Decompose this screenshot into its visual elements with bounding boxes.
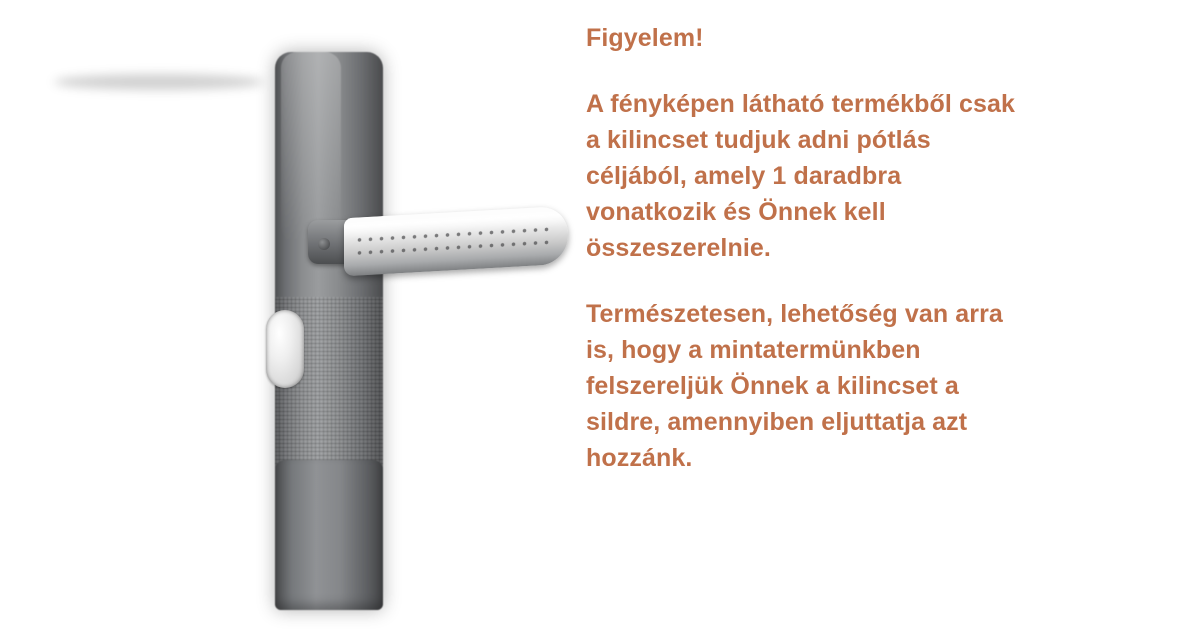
notice-paragraph-2: Természetesen, lehetőség van arra is, hogy a mintatermünkben felszereljük Önnek a kilincset a sildre, amennyiben eljuttatja azt hozzánk. [586,299,1003,472]
handle-shadow [54,74,264,90]
cylinder-opening-icon [266,310,304,388]
product-image [0,0,570,630]
notice-panel [578,0,1200,630]
notice-paragraph-1: A fényképen látható termékből csak a kilincset tudjuk adni pótlás céljából, amely 1 daradbra vonatkozik és Önnek kell összeszerelnie. [586,89,1016,262]
lever-handle-icon [300,196,580,292]
notice-heading: Figyelem! [586,24,704,52]
handle-bar [344,206,568,277]
plate-lower-section [275,460,383,610]
handle-screw-icon [318,238,330,250]
